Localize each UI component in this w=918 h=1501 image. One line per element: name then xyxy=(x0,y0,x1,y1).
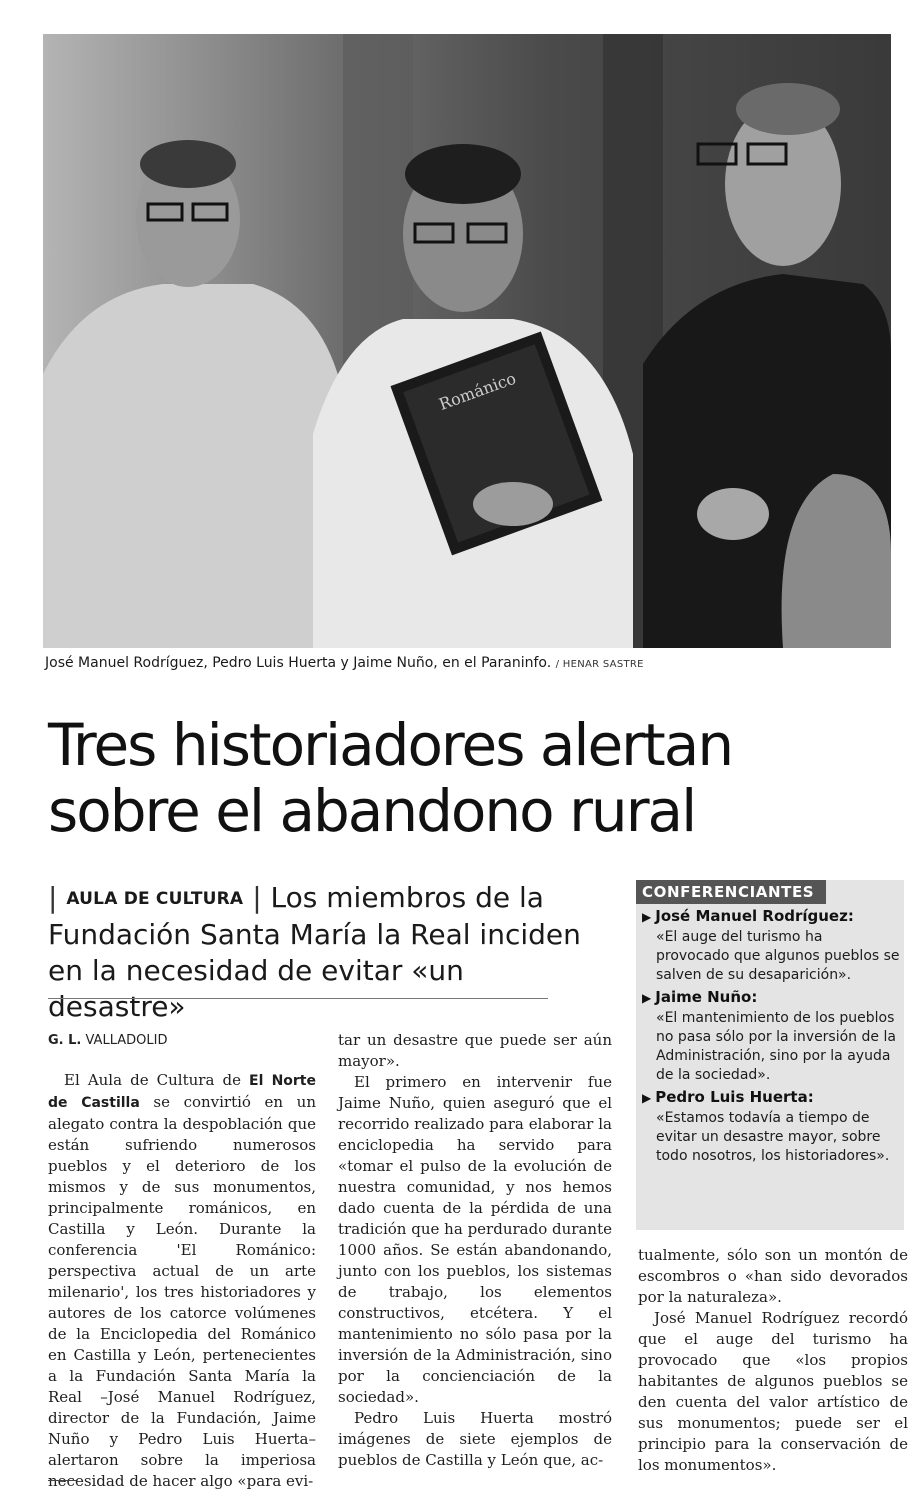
body-column-2 xyxy=(338,1030,612,1471)
sidebar-entry xyxy=(636,987,904,1085)
byline-place: VALLADOLID xyxy=(85,1033,168,1048)
speaker-name-2: Jaime Nuño: xyxy=(655,988,758,1006)
article-photo xyxy=(43,34,891,648)
deck-divider xyxy=(48,998,548,999)
sidebar-speaker-name xyxy=(642,906,900,928)
speaker-name-3: Pedro Luis Huerta: xyxy=(655,1088,814,1106)
newspaper-name: El Norte de Castilla xyxy=(48,1073,316,1111)
photo-illustration xyxy=(43,34,891,648)
play-arrow-icon: ▶ xyxy=(642,1091,652,1105)
body-paragraph-2: El primero en intervenir fue Jaime Nuño, quien aseguró que el recorrido realizado para elaborar la enciclopedia ha servido para «tomar el pulso de la evolución de nuestra comunidad, y nos hemos dado cuenta de la pérdida de una tradición que ha perdurado durante 1000 años. Se están abandonando, junto con los pueblos, los sistemas de trabajo, los elementos constructivos, etcétera. Y el mantenimiento no sólo pasa por la inversión de la Administración, sino por la concienciación de la sociedad». xyxy=(338,1073,612,1406)
sidebar-speaker-name xyxy=(642,987,900,1009)
body-paragraph-1-rest: se convirtió en un alegato contra la despoblación que están sufriendo numerosos pueblos y el deterioro de los mismos y de sus monumentos, principalmente románicos, en Castilla y León. Durante la conferencia 'El Románico: perspectiva actual de un arte milenario', los tres historiadores y autores de los catorce volúmenes de la Enciclopedia del Románico en Castilla y León, pertenecientes a la Fundación Santa María la Real –José Manuel Rodríguez, director de la Fundación, Jaime Nuño y Pedro Luis Huerta– alertaron sobre la imperiosa necesidad de hacer algo «para evi- xyxy=(48,1093,316,1490)
speakers-sidebar xyxy=(636,880,904,1230)
body-column-3 xyxy=(638,1245,908,1476)
deck-separator-right: | xyxy=(252,881,262,914)
body-paragraph-1-start: El Aula de Cultura de xyxy=(64,1071,250,1089)
play-arrow-icon: ▶ xyxy=(642,991,652,1005)
book-cover-title: Románico xyxy=(436,368,519,414)
deck-text: Los miembros de la Fundación Santa María la Real inciden en la necesidad de evitar «un desastre» xyxy=(48,881,581,1023)
byline-author: G. L. xyxy=(48,1033,82,1048)
body-paragraph-1 xyxy=(48,1070,316,1492)
speaker-quote-2: «El mantenimiento de los pueblos no pasa sólo por la inversión de la Administración, sino por la ayuda de la sociedad». xyxy=(656,1010,896,1083)
headline-line-1: Tres historiadores alertan xyxy=(48,711,733,779)
sidebar-entry xyxy=(636,1087,904,1166)
headline-line-2: sobre el abandono rural xyxy=(48,777,696,845)
section-label: AULA DE CULTURA xyxy=(66,889,244,909)
deck-separator-left: | xyxy=(48,881,58,914)
footer-rule xyxy=(48,1480,76,1481)
body-paragraph-4: José Manuel Rodríguez recordó que el auge del turismo ha provocado que «los propios habitantes de algunos pueblos se den cuenta del valor artístico de sus monumentos; puede ser el principio para la conservación de los monumentos». xyxy=(638,1309,908,1474)
photo-caption xyxy=(45,655,905,671)
play-arrow-icon: ▶ xyxy=(642,910,652,924)
sidebar-title: CONFERENCIANTES xyxy=(636,880,826,904)
sidebar-speaker-name xyxy=(642,1087,900,1109)
body-column-1 xyxy=(48,1070,316,1492)
speaker-quote-3: «Estamos todavía a tiempo de evitar un desastre mayor, sobre todo nosotros, los historiadores». xyxy=(656,1110,890,1164)
photo-credit: / HENAR SASTRE xyxy=(555,659,644,670)
body-paragraph-3: Pedro Luis Huerta mostró imágenes de siete ejemplos de pueblos de Castilla y León que, ac- xyxy=(338,1409,612,1469)
speaker-quote-1: «El auge del turismo ha provocado que algunos pueblos se salven de su desaparición». xyxy=(656,929,900,983)
byline xyxy=(48,1033,167,1048)
headline xyxy=(48,712,908,844)
deck-subheadline xyxy=(48,880,608,1025)
sidebar-entry xyxy=(636,906,904,985)
body-paragraph-1-continued: tar un desastre que puede ser aún mayor». xyxy=(338,1031,612,1070)
body-paragraph-3-continued: tualmente, sólo son un montón de escombros o «han sido devorados por la naturaleza». xyxy=(638,1246,908,1306)
caption-text: José Manuel Rodríguez, Pedro Luis Huerta y Jaime Nuño, en el Paraninfo. xyxy=(45,655,552,671)
speaker-name-1: José Manuel Rodríguez: xyxy=(655,907,854,925)
